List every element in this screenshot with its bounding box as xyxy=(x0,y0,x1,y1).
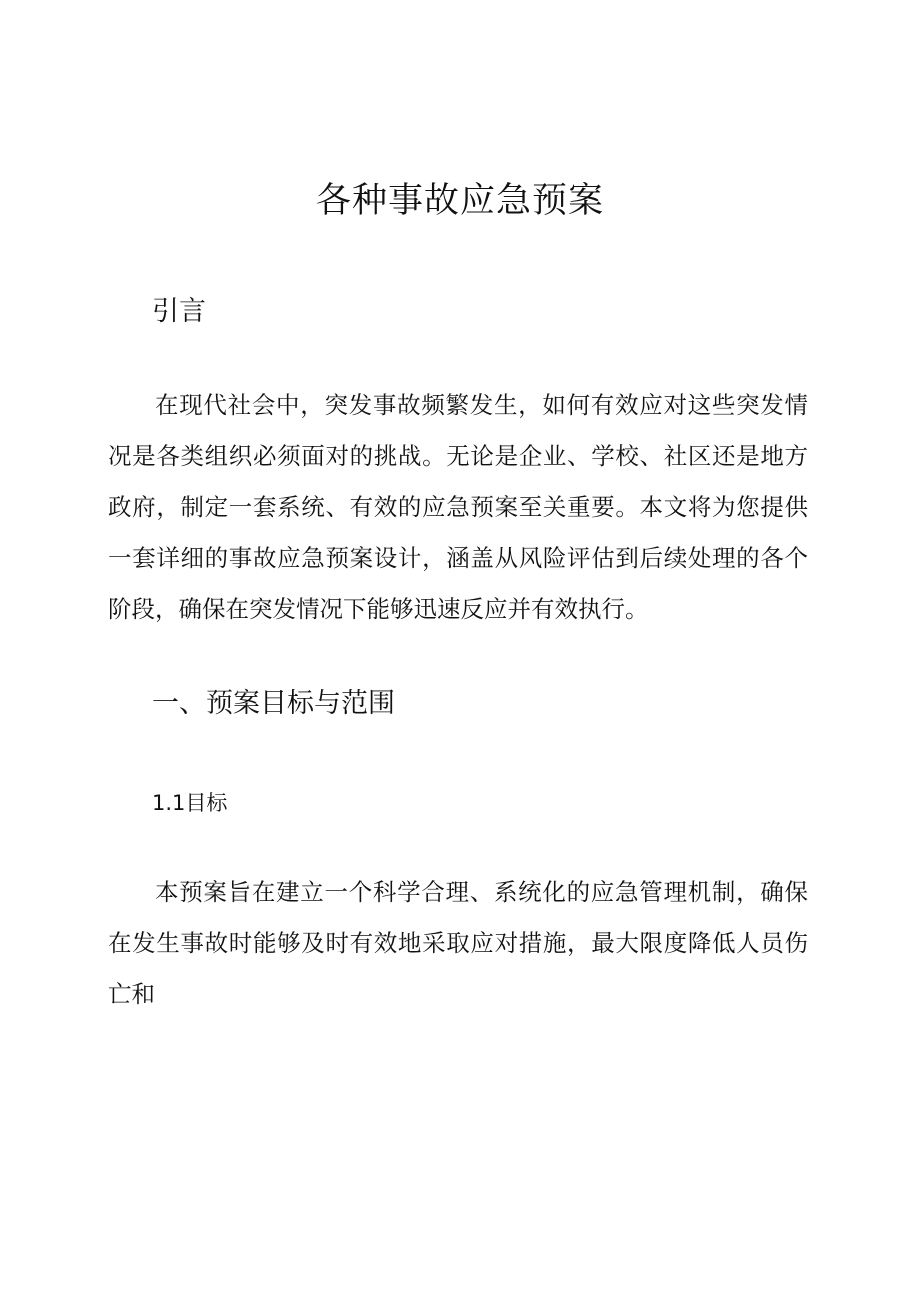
section-1-heading: 一、预案目标与范围 xyxy=(152,688,395,719)
subsection-1-1-paragraph: 本预案旨在建立一个科学合理、系统化的应急管理机制，确保在发生事故时能够及时有效地采取应对措施，最大限度降低人员伤亡和 xyxy=(108,878,808,1008)
document-title: 各种事故应急预案 xyxy=(315,181,604,221)
intro-paragraph: 在现代社会中，突发事故频繁发生，如何有效应对这些突发情况是各类组织必须面对的挑战。无论是企业、学校、社区还是地方政府，制定一套系统、有效的应急预案至关重要。本文将为您提供一套详细的事故应急预案设计，涵盖从风险评估到后续处理的各个阶段，确保在突发情况下能够迅速反应并有效执行。 xyxy=(108,391,808,623)
subsection-1-1-heading: 1.1目标 xyxy=(152,791,228,815)
intro-heading: 引言 xyxy=(152,296,206,327)
